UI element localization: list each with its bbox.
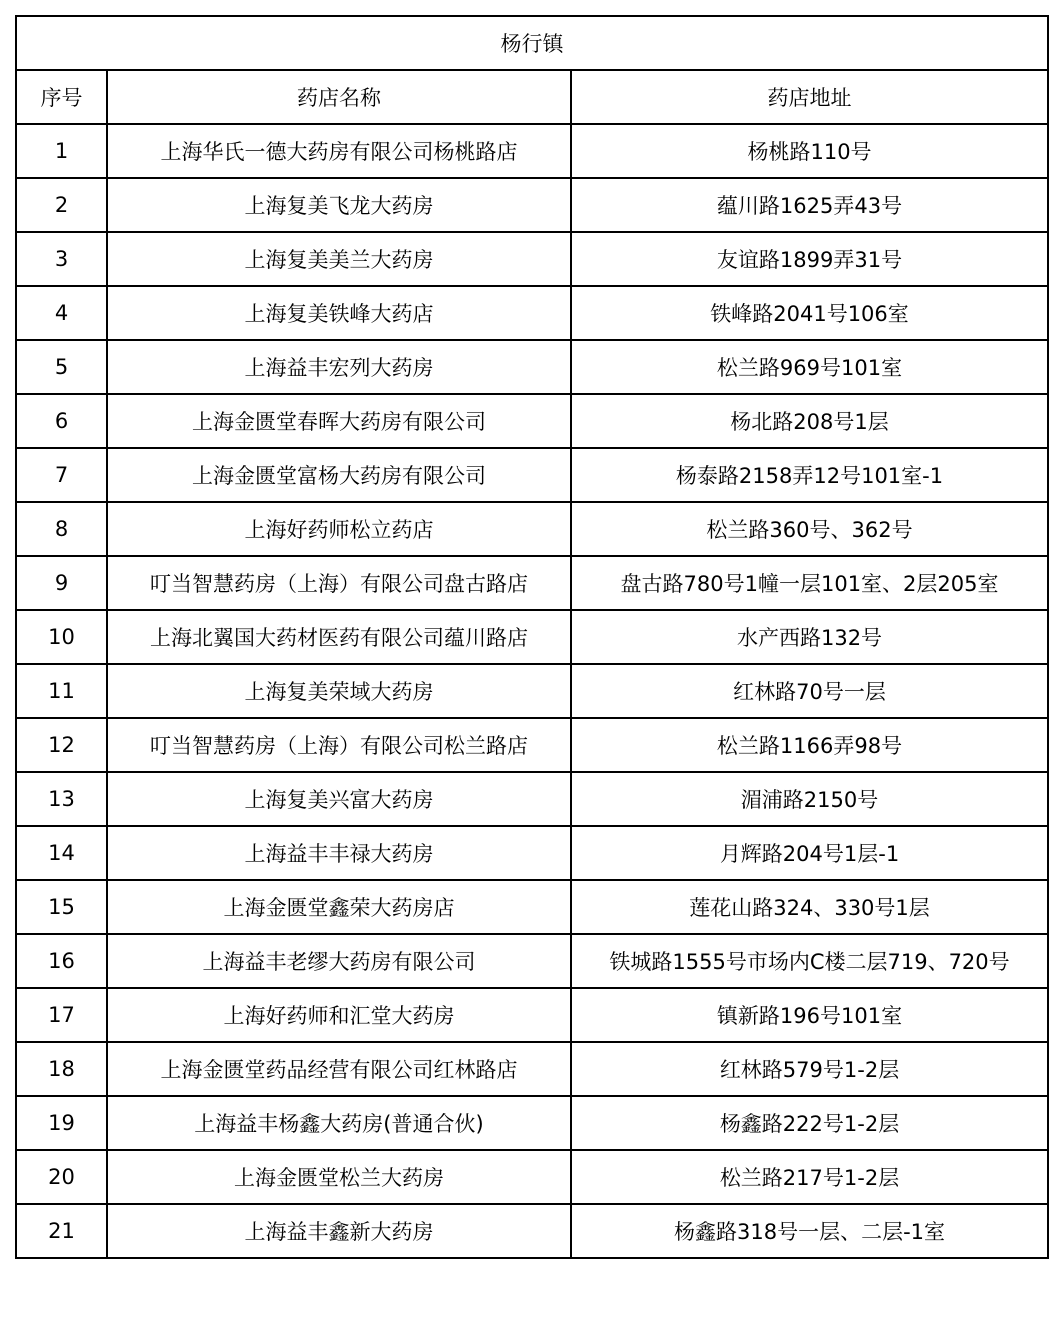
row-index: 18 (16, 1042, 107, 1096)
pharmacy-address: 红林路579号1-2层 (571, 1042, 1048, 1096)
row-index: 13 (16, 772, 107, 826)
pharmacy-name: 上海益丰宏列大药房 (107, 340, 571, 394)
header-row (16, 70, 1048, 124)
row-index: 7 (16, 448, 107, 502)
row-index: 19 (16, 1096, 107, 1150)
row-index: 4 (16, 286, 107, 340)
pharmacy-address: 杨鑫路318号一层、二层-1室 (571, 1204, 1048, 1258)
pharmacy-table (15, 15, 1049, 1259)
pharmacy-address: 镇新路196号101室 (571, 988, 1048, 1042)
table-row (16, 178, 1048, 232)
pharmacy-address: 杨桃路110号 (571, 124, 1048, 178)
table-row (16, 988, 1048, 1042)
table-row (16, 664, 1048, 718)
row-index: 20 (16, 1150, 107, 1204)
table-row (16, 340, 1048, 394)
table-row (16, 286, 1048, 340)
pharmacy-name: 上海金匮堂富杨大药房有限公司 (107, 448, 571, 502)
pharmacy-address: 松兰路1166弄98号 (571, 718, 1048, 772)
pharmacy-name: 上海华氏一德大药房有限公司杨桃路店 (107, 124, 571, 178)
table-row (16, 718, 1048, 772)
pharmacy-address: 月辉路204号1层-1 (571, 826, 1048, 880)
pharmacy-name: 上海金匮堂春晖大药房有限公司 (107, 394, 571, 448)
pharmacy-name: 叮当智慧药房（上海）有限公司盘古路店 (107, 556, 571, 610)
row-index: 8 (16, 502, 107, 556)
header-address: 药店地址 (571, 70, 1048, 124)
pharmacy-address: 铁峰路2041号106室 (571, 286, 1048, 340)
table-row (16, 1150, 1048, 1204)
pharmacy-address: 红林路70号一层 (571, 664, 1048, 718)
table-row (16, 448, 1048, 502)
pharmacy-name: 上海金匮堂药品经营有限公司红林路店 (107, 1042, 571, 1096)
header-index: 序号 (16, 70, 107, 124)
table-row (16, 934, 1048, 988)
pharmacy-address: 松兰路969号101室 (571, 340, 1048, 394)
row-index: 11 (16, 664, 107, 718)
pharmacy-name: 上海金匮堂松兰大药房 (107, 1150, 571, 1204)
pharmacy-address: 友谊路1899弄31号 (571, 232, 1048, 286)
table-row (16, 556, 1048, 610)
pharmacy-address: 湄浦路2150号 (571, 772, 1048, 826)
row-index: 15 (16, 880, 107, 934)
pharmacy-name: 上海益丰丰禄大药房 (107, 826, 571, 880)
row-index: 10 (16, 610, 107, 664)
table-row (16, 772, 1048, 826)
title-row (16, 16, 1048, 70)
table-title: 杨行镇 (16, 16, 1048, 70)
pharmacy-address: 杨北路208号1层 (571, 394, 1048, 448)
pharmacy-name: 上海益丰老缪大药房有限公司 (107, 934, 571, 988)
table-row (16, 826, 1048, 880)
pharmacy-name: 上海金匮堂鑫荣大药房店 (107, 880, 571, 934)
pharmacy-name: 上海复美荣域大药房 (107, 664, 571, 718)
table-row (16, 1042, 1048, 1096)
row-index: 6 (16, 394, 107, 448)
pharmacy-address: 盘古路780号1幢一层101室、2层205室 (571, 556, 1048, 610)
pharmacy-name: 上海益丰杨鑫大药房(普通合伙) (107, 1096, 571, 1150)
row-index: 9 (16, 556, 107, 610)
row-index: 1 (16, 124, 107, 178)
row-index: 17 (16, 988, 107, 1042)
row-index: 12 (16, 718, 107, 772)
table-row (16, 394, 1048, 448)
pharmacy-address: 铁城路1555号市场内C楼二层719、720号 (571, 934, 1048, 988)
table-row (16, 502, 1048, 556)
pharmacy-address: 杨鑫路222号1-2层 (571, 1096, 1048, 1150)
pharmacy-address: 松兰路217号1-2层 (571, 1150, 1048, 1204)
row-index: 3 (16, 232, 107, 286)
pharmacy-name: 上海益丰鑫新大药房 (107, 1204, 571, 1258)
header-name: 药店名称 (107, 70, 571, 124)
pharmacy-name: 上海复美美兰大药房 (107, 232, 571, 286)
table-row (16, 124, 1048, 178)
pharmacy-address: 蕴川路1625弄43号 (571, 178, 1048, 232)
pharmacy-address: 松兰路360号、362号 (571, 502, 1048, 556)
pharmacy-name: 上海复美铁峰大药店 (107, 286, 571, 340)
row-index: 16 (16, 934, 107, 988)
pharmacy-name: 上海好药师和汇堂大药房 (107, 988, 571, 1042)
row-index: 14 (16, 826, 107, 880)
pharmacy-address: 水产西路132号 (571, 610, 1048, 664)
table-row (16, 880, 1048, 934)
pharmacy-address: 莲花山路324、330号1层 (571, 880, 1048, 934)
row-index: 21 (16, 1204, 107, 1258)
pharmacy-address: 杨泰路2158弄12号101室-1 (571, 448, 1048, 502)
table-row (16, 610, 1048, 664)
table-row (16, 1204, 1048, 1258)
table-row (16, 1096, 1048, 1150)
row-index: 5 (16, 340, 107, 394)
pharmacy-name: 上海好药师松立药店 (107, 502, 571, 556)
table-row (16, 232, 1048, 286)
row-index: 2 (16, 178, 107, 232)
pharmacy-name: 上海复美飞龙大药房 (107, 178, 571, 232)
pharmacy-name: 上海北翼国大药材医药有限公司蕴川路店 (107, 610, 571, 664)
pharmacy-name: 上海复美兴富大药房 (107, 772, 571, 826)
pharmacy-name: 叮当智慧药房（上海）有限公司松兰路店 (107, 718, 571, 772)
